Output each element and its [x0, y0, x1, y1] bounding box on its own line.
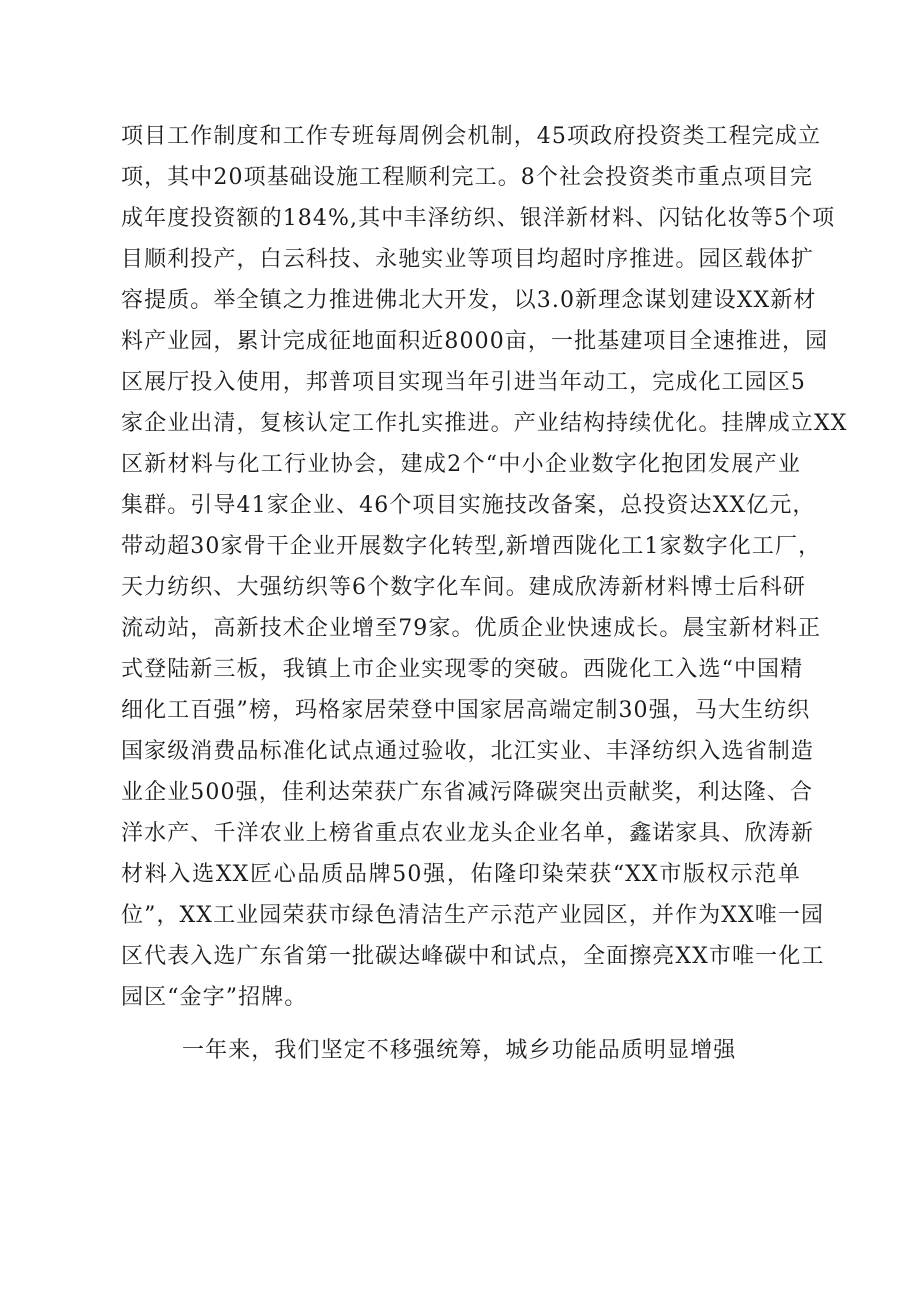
paragraph-2-heading: 一年来，我们坚定不移强统筹，城乡功能品质明显增强 — [182, 1038, 737, 1063]
paragraph-1-line-15: 细化工百强”榜，玛格家居荣登中国家居高端定制30强，马大生纺织 — [121, 698, 811, 723]
paragraph-1-line-13: 流动站，高新技术企业增至79家。优质企业快速成长。晨宝新材料正 — [121, 616, 822, 641]
paragraph-1-line-5: 容提质。举全镇之力推进佛北大开发，以3.0新理念谋划建设XX新材 — [121, 288, 817, 313]
paragraph-1-line-21: 区代表入选广东省第一批碳达峰碳中和试点，全面擦亮XX市唯一化工 — [121, 944, 825, 969]
paragraph-1-line-12: 天力纺织、大强纺织等6个数字化车间。建成欣涛新材料博士后科研 — [121, 575, 806, 600]
paragraph-1-line-14: 式登陆新三板，我镇上市企业实现零的突破。西陇化工入选“中国精 — [121, 657, 804, 682]
paragraph-1-line-22: 园区“金字”招牌。 — [121, 985, 308, 1010]
paragraph-1-line-10: 集群。引导41家企业、46个项目实施技改备案，总投资达XX亿元， — [121, 493, 816, 518]
paragraph-1-line-16: 国家级消费品标准化试点通过验收，北江实业、丰泽纺织入选省制造 — [121, 739, 815, 764]
paragraph-1-line-7: 区展厅投入使用，邦普项目实现当年引进当年动工，完成化工园区5 — [121, 370, 806, 395]
paragraph-1-line-20: 位”，XX工业园荣获市绿色清洁生产示范产业园区，并作为XX唯一园 — [121, 903, 825, 928]
paragraph-1-line-8: 家企业出清，复核认定工作扎实推进。产业结构持续优化。挂牌成立XX — [121, 411, 848, 436]
paragraph-1-line-2: 项，其中20项基础设施工程顺利完工。8个社会投资类市重点项目完 — [121, 165, 814, 190]
paragraph-1-line-11: 带动超30家骨干企业开展数字化转型,新增西陇化工1家数字化工厂， — [121, 534, 822, 559]
paragraph-1-line-1: 项目工作制度和工作专班每周例会机制，45项政府投资类工程完成立 — [121, 124, 822, 149]
paragraph-1-line-17: 业企业500强，佳利达荣获广东省减污降碳突出贡献奖，利达隆、合 — [121, 780, 814, 805]
paragraph-1-line-9: 区新材料与化工行业协会，建成2个“中小企业数字化抱团发展产业 — [121, 452, 801, 477]
paragraph-1-line-4: 目顺利投产，白云科技、永驰实业等项目均超时序推进。园区载体扩 — [121, 247, 815, 272]
paragraph-1-line-19: 材料入选XX匠心品质品牌50强，佑隆印染荣获“XX市版权示范单 — [121, 862, 801, 887]
paragraph-1-line-3: 成年度投资额的184%,其中丰泽纺织、银洋新材料、闪钴化妆等5个项 — [121, 206, 836, 231]
paragraph-1-line-18: 洋水产、千洋农业上榜省重点农业龙头企业名单，鑫诺家具、欣涛新 — [121, 821, 815, 846]
paragraph-1-line-6: 料产业园，累计完成征地面积近8000亩，一批基建项目全速推进，园 — [121, 329, 829, 354]
